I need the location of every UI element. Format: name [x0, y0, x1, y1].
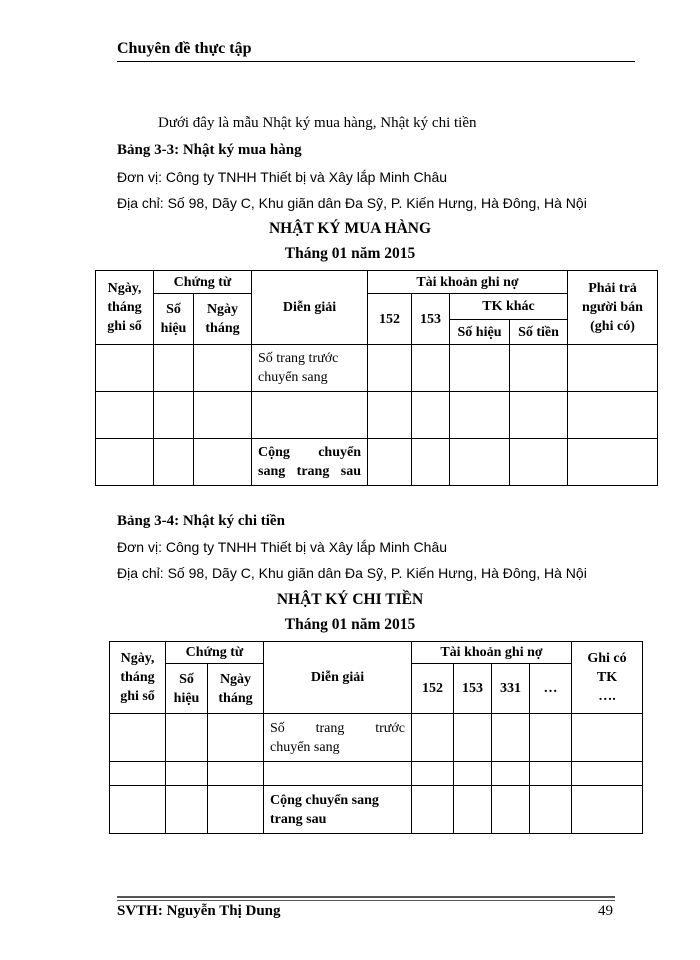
table1-address: Địa chỉ: Số 98, Dãy C, Khu giãn dân Đa Sỹ, P. Kiến Hưng, Hà Đông, Hà Nội	[117, 195, 587, 211]
col-debit-header: Tài khoản ghi nợ	[368, 271, 568, 294]
table1-unit: Đơn vị: Công ty TNHH Thiết bị và Xây lắp Minh Châu	[117, 169, 448, 185]
row-carried-out-label: Cộng chuyển sang trang sau	[252, 439, 368, 486]
footer-student-name: SVTH: Nguyễn Thị Dung	[117, 903, 281, 919]
page-number: 49	[598, 903, 613, 919]
col-acc-153-header: 153	[412, 294, 450, 345]
footer-divider	[117, 896, 615, 898]
table-row	[96, 392, 658, 439]
row-carried-out-label: Cộng chuyển sang trang sau	[264, 786, 412, 834]
col-other-header: TK khác	[450, 294, 568, 320]
row-carried-in-label: Số trang trước chuyển sang	[252, 345, 368, 392]
col-acc-331-header: 331	[492, 664, 530, 714]
table-row	[110, 714, 643, 762]
table1-title: NHẬT KÝ MUA HÀNG	[268, 220, 432, 237]
table-row	[110, 786, 643, 834]
col-acc-152-header: 152	[412, 664, 454, 714]
table1-period: Tháng 01 năm 2015	[284, 245, 416, 262]
table2-unit: Đơn vị: Công ty TNHH Thiết bị và Xây lắp Minh Châu	[117, 539, 448, 555]
purchase-journal-table	[95, 270, 658, 486]
intro-text: Dưới đây là mẫu Nhật ký mua hàng, Nhật ký chi tiền	[158, 115, 477, 131]
row-carried-in-label: Số trang trước chuyển sang	[264, 714, 412, 762]
col-acc-more-header: …	[530, 664, 572, 714]
table2-caption: Bảng 3-4: Nhật ký chi tiền	[117, 513, 285, 529]
col-number-header: Số hiệu	[154, 294, 194, 345]
col-credit-header: Ghi có TK ….	[572, 642, 643, 714]
table2-address: Địa chỉ: Số 98, Dãy C, Khu giãn dân Đa Sỹ, P. Kiến Hưng, Hà Đông, Hà Nội	[117, 565, 587, 581]
table2-period: Tháng 01 năm 2015	[284, 616, 416, 633]
col-voucher-header: Chứng từ	[166, 642, 264, 664]
table-row	[96, 345, 658, 392]
col-number-header: Số hiệu	[166, 664, 208, 714]
col-payable-header: Phải trả người bán (ghi có)	[568, 271, 658, 345]
col-voucher-date-header: Ngày tháng	[208, 664, 264, 714]
col-description-header: Diễn giải	[252, 271, 368, 345]
header-divider	[117, 61, 635, 62]
col-other-number-header: Số hiệu	[450, 320, 510, 345]
col-debit-header: Tài khoản ghi nợ	[412, 642, 572, 664]
col-date-header: Ngày, tháng ghi sổ	[110, 642, 166, 714]
col-voucher-header: Chứng từ	[154, 271, 252, 294]
table1-caption: Bảng 3-3: Nhật ký mua hàng	[117, 142, 302, 158]
col-voucher-date-header: Ngày tháng	[194, 294, 252, 345]
col-acc-152-header: 152	[368, 294, 412, 345]
col-acc-153-header: 153	[454, 664, 492, 714]
table-row	[96, 439, 658, 486]
col-description-header: Diễn giải	[264, 642, 412, 714]
cash-payment-journal-table	[109, 641, 643, 834]
col-other-amount-header: Số tiền	[510, 320, 568, 345]
table2-title: NHẬT KÝ CHI TIỀN	[276, 591, 424, 608]
page-header-title: Chuyên đề thực tập	[117, 40, 252, 57]
col-date-header: Ngày, tháng ghi sổ	[96, 271, 154, 345]
footer-divider-thin	[117, 900, 615, 901]
table-row	[110, 762, 643, 786]
